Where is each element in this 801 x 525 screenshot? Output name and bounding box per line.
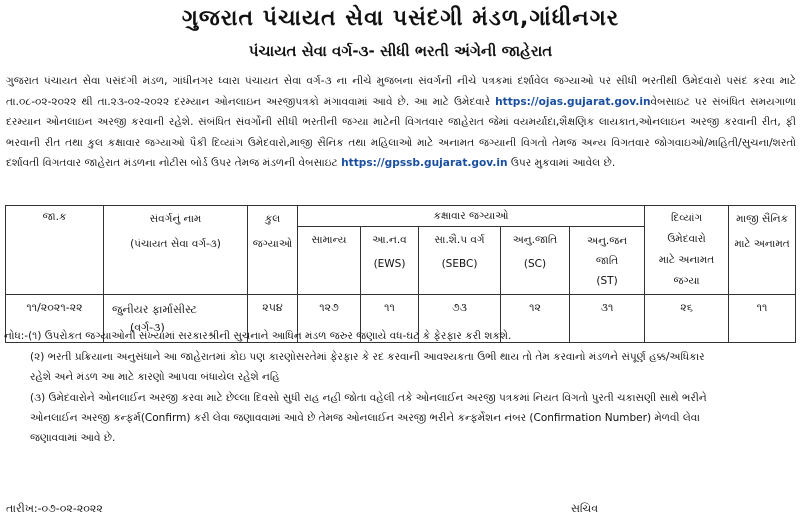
page-subtitle: પંચાયત સેવા વર્ગ-૩- સીધી ભરતી અંગેની જાહેરાત <box>248 42 553 60</box>
notes-section <box>4 326 796 448</box>
header-sebc: સા.શૈ.પ વર્ગ (SEBC) <box>419 227 501 295</box>
header-disabled: દિવ્યાંગ ઉમેદવારો માટે અનામત જગ્યા <box>645 206 729 295</box>
cell-general: ૧૨૭ <box>298 295 361 343</box>
header-cadre: સંવર્ગનું નામ (પંચાયત સેવા વર્ગ-૩) <box>104 206 248 295</box>
header-st: અનુ.જન જાતિ (ST) <box>570 227 645 295</box>
intro-text-1: ગુજરાત પંચાયત સેવા પસંદગી મંડળ, ગાંધીનગર ધ્વારા પંચાયત સેવા વર્ગ-૩ ના નીચે મુજબના સંવર્ગની નીચે પત્રકમાં દર્શાવેલ જગ્યાઓ પર સીધી ભરતીથી ઉમેદવારો પસંદ કરવા માટે તા.૦૮-૦૨-૨૦૨૨ થી તા.૨૩-૦૨-૨૦૨૨ દરમ્યાન ઓનલાઇન અરજીપત્રકો મંગાવવામાં આવે છે. આ માટે ઉમેદવારે <box>6 75 796 108</box>
intro-text-3: ઉપર મુકવામાં આવેલ છે. <box>510 157 616 169</box>
header-general: સામાન્ય <box>298 227 361 295</box>
signatory: સચિવ <box>571 502 599 515</box>
note-2-line-2: રહેશે અને મંડળ આ માટે કારણો આપવા બંધાયેલ રહેશે નહિ <box>30 371 280 383</box>
cell-disabled: ૨૬ <box>645 295 729 343</box>
cell-ex-serviceman: ૧૧ <box>729 295 796 343</box>
table-header-row-1 <box>6 206 796 227</box>
note-3-line-1: (૩) ઉમેદવારોને ઓનલાઈન અરજી કરવા માટે છેલ્લા દિવસો સુધી રાહ નહી જોતા વહેલી તકે ઓનલાઈન અરજી પત્રકમાં નિયત વિગતો પુરતી ચકાસણી સાથે ભરીને <box>30 392 707 404</box>
header-category: કક્ષાવાર જગ્યાઓ <box>298 206 645 227</box>
cell-cadre: જુનીયર ફાર્માસીસ્ટ (વર્ગ-૩) <box>104 295 248 343</box>
note-3-line-2: ઓનલાઈન અરજી કન્ફર્મ(Confirm) કરી લેવા જણાવવામાં આવે છે તેમજ ઓનલાઈન અરજી ભરીને કન્ફર્મેશન નંબર (Confirmation Number) મેળવી લેવા <box>30 412 700 424</box>
note-3-line-3: જણાવવામાં આવે છે. <box>30 432 116 444</box>
note-1: નોધ:-(૧) ઉપરોકત જગ્યાઓની સંખ્યામાં સરકારશ્રીની સુચનાને આધિન મંડળ જરુર જણાયે વધ-ઘટ કે ફેરફાર કરી શકશે. <box>4 330 512 342</box>
cell-sc: ૧૨ <box>501 295 570 343</box>
header-total: કુલ જગ્યાઓ <box>248 206 298 295</box>
cell-sebc: ૭૩ <box>419 295 501 343</box>
header-serial: જા.ક <box>6 206 104 295</box>
cell-ews: ૧૧ <box>361 295 419 343</box>
header-sc: અનુ.જાતિ (SC) <box>501 227 570 295</box>
cell-st: ૩૧ <box>570 295 645 343</box>
page-title: ગુજરાત પંચાયત સેવા પસંદગી મંડળ,ગાંધીનગર <box>181 6 620 31</box>
ojas-link[interactable]: https://ojas.gujarat.gov.in <box>495 95 651 108</box>
header-ews: આ.ન.વ (EWS) <box>361 227 419 295</box>
gpssb-link[interactable]: https://gpssb.gujarat.gov.in <box>341 157 508 169</box>
footer <box>6 502 786 516</box>
intro-text-2: વેબસાઇટ પર સંબંધિત સમયગાળા દરમ્યાન ઓનલાઇન અરજી કરવાની રહેશે. સંબંધિત સંવર્ગોની સીધી ભરતીની જગ્યા માટેની વિગતવાર જાહેરાત જેમાં વયમર્યાદા,શૈક્ષણિક લાયકાત,ઓનલાઇન અરજી કરવાની રીત, ફી ભરવાની રીત તથા કુલ કક્ષાવાર જગ્યાઓ પૈકી દિવ્યાંગ ઉમેદવારો,માજી સૈનિક તથા મહિલાઓ માટે અનામત જગ્યાની વિગતો તેમજ અન્ય વિગતવાર જોગવાઇઓ/માહિતી/સુચના/શરતો દર્શાવતી વિગતવાર જાહેરાત મંડળના નોટીસ બોર્ડ ઉપર તેમજ મંડળની વેબસાઇટ <box>6 95 796 169</box>
intro-paragraph <box>6 71 796 174</box>
cell-serial: ૧૧/૨૦૨૧-૨૨ <box>6 295 104 343</box>
cell-total: ૨૫૪ <box>248 295 298 343</box>
note-2-line-1: (૨) ભરતી પ્રક્રિયાના અનુસંધાને આ જાહેરાતમાં કોઇ પણ કારણોસરતેમાં ફેરફાર કે રદ કરવાની આવશ્યકતા ઉભી થાય તો તેમ કરવાનો મંડળને સંપૂર્ણ હક્ક/અધિકાર <box>30 351 705 363</box>
header-ex-serviceman: માજી સૈનિક માટે અનામત <box>729 206 796 295</box>
vacancy-table <box>5 205 796 343</box>
issue-date: તારીખ:-૦૭-૦૨-૨૦૨૨ <box>6 502 103 515</box>
